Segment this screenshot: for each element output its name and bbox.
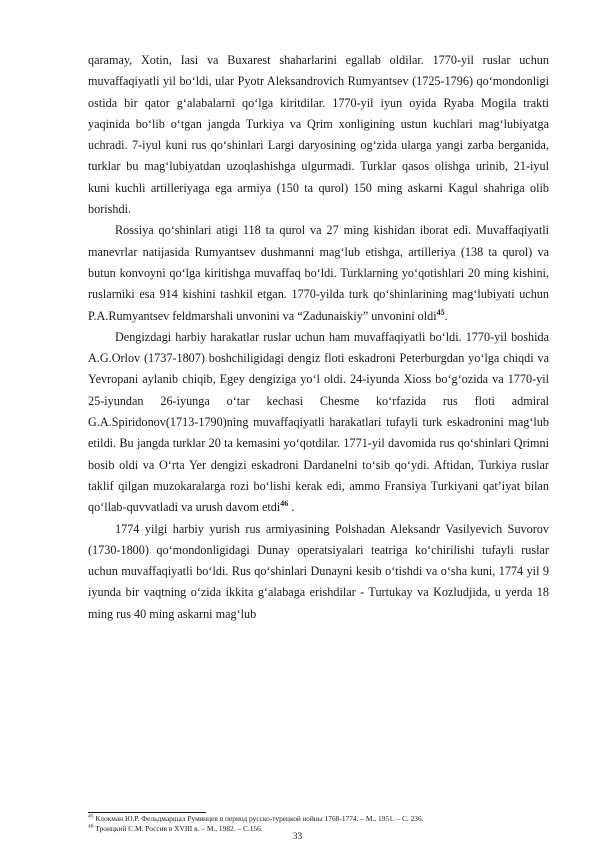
footnote-ref-45: 45 — [436, 307, 445, 317]
footnotes — [88, 814, 549, 833]
paragraph-4 — [88, 519, 549, 625]
paragraph-text: qaramay, Xotin, Iasi va Buxarest shaharlarini egallab oldilar. 1770-yil ruslar uchun muvaffaqiyatli yil bo‘ldi, ular Pyotr Aleksandrovich Rumyantsev (1725-1796) qo‘mondonligi ostida bir qator g‘alabalarni qo‘lga kiritdilar. 1770-yil iyun oyida Ryaba Mogila trakti yaqinida bo‘lib o‘tgan jangda Turkiya va Qrim xonligining ustun kuchlari mag‘lubiyatga uchradi. 7-iyul kuni rus qo‘shinlari Largi daryosining og‘zida ularga yangi zarba berganida, turklar bu mag‘lubiyatdan uzoqlashishga ulgurmadi. Turklar qasos olishga urinib, 21-iyul kuni kuchli artilleriyaga ega armiya (150 ta qurol) 150 ming askarni Kagul shahriga olib borishdi. — [88, 53, 549, 217]
paragraph-tail: . — [288, 500, 295, 515]
document-page — [88, 50, 549, 625]
paragraph-text: 1774 yilgi harbiy yurish rus armiyasining Polshadan Aleksandr Vasilyevich Suvorov (1730-1800) qo‘mondonligidagi Dunay operatsiyalari teatriga ko‘chirilishi tufayli ruslar uchun muvaffaqiyatli bo‘ldi. Rus qo‘shinlari Dunayni kesib o‘tishdi va o‘sha kuni, 1774 yil 9 iyunda bir vaqtning o‘zida ikkita g‘alabaga erishdilar - Turtukay va Kozludjida, u yerda 18 ming rus 40 ming askarni mag‘lub — [88, 521, 549, 621]
footnote-number: 46 — [88, 823, 94, 830]
footnote-text: Троицкий С.М. Россия в XVIII в. – М., 1982. – С.156. — [93, 823, 263, 833]
page-number: 33 — [292, 832, 303, 842]
paragraph-3 — [88, 327, 549, 519]
footnote-ref-46: 46 — [280, 499, 289, 509]
paragraph-tail: . — [444, 308, 448, 323]
paragraph-text: Rossiya qo‘shinlari atigi 118 ta qurol va 27 ming kishidan iborat edi. Muvaffaqiyatli manevrlar natijasida Rumyantsev dushmanni mag‘lub etishga, artilleriya (138 ta qurol) va butun konvoyni qo‘lga kiritishga muvaffaq bo‘ldi. Turklarning yo‘qotishlari 20 ming kishini, ruslarniki esa 914 kishini tashkil etgan. 1770-yilda turk qo‘shinlarining mag‘lubiyati uchun P.A.Rumyantsev feldmarshali unvonini va “Zadunaiskiy” unvonini oldi — [88, 223, 549, 323]
paragraph-text: Dengizdagi harbiy harakatlar ruslar uchun ham muvaffaqiyatli bo‘ldi. 1770-yil boshida A.G.Orlov (1737-1807) boshchiligidagi dengiz floti eskadroni Peterburgdan yo‘lga chiqdi va Yevropani aylanib chiqib, Egey dengiziga yo‘l oldi. 24-iyunda Xioss bo‘g‘ozida va 1770-yil 25-iyundan 26-iyunga o‘tar kechasi Chesme ko‘rfazida rus floti admiral G.A.Spiridonov(1713-1790)ning muvaffaqiyatli harakatlari tufayli turk eskadronini mag‘lub etildi. Bu jangda turklar 20 ta kemasini yo‘qotdilar. 1771-yil davomida rus qo‘shinlari Qrimni bosib oldi va O‘rta Yer dengizi eskadroni Dardanelni to‘sib qo‘ydi. Aftidan, Turkiya ruslar taklif qilgan muzokaralarga rozi bo‘lishi kerak edi, ammo Fransiya Turkiyani qat’iyat bilan qo‘llab-quvvatladi va urush davom etdi — [88, 329, 549, 515]
footnote-45 — [88, 814, 549, 824]
footnote-separator — [88, 812, 206, 813]
footnote-text: Клокман Ю.Р. Фельдмаршал Румянцев в период русско-турецкой войны 1768-1774. – М., 1951. – С. 236. — [93, 814, 424, 823]
paragraph-2 — [88, 220, 549, 326]
footnote-number: 45 — [88, 813, 94, 820]
paragraph-1 — [88, 50, 549, 220]
